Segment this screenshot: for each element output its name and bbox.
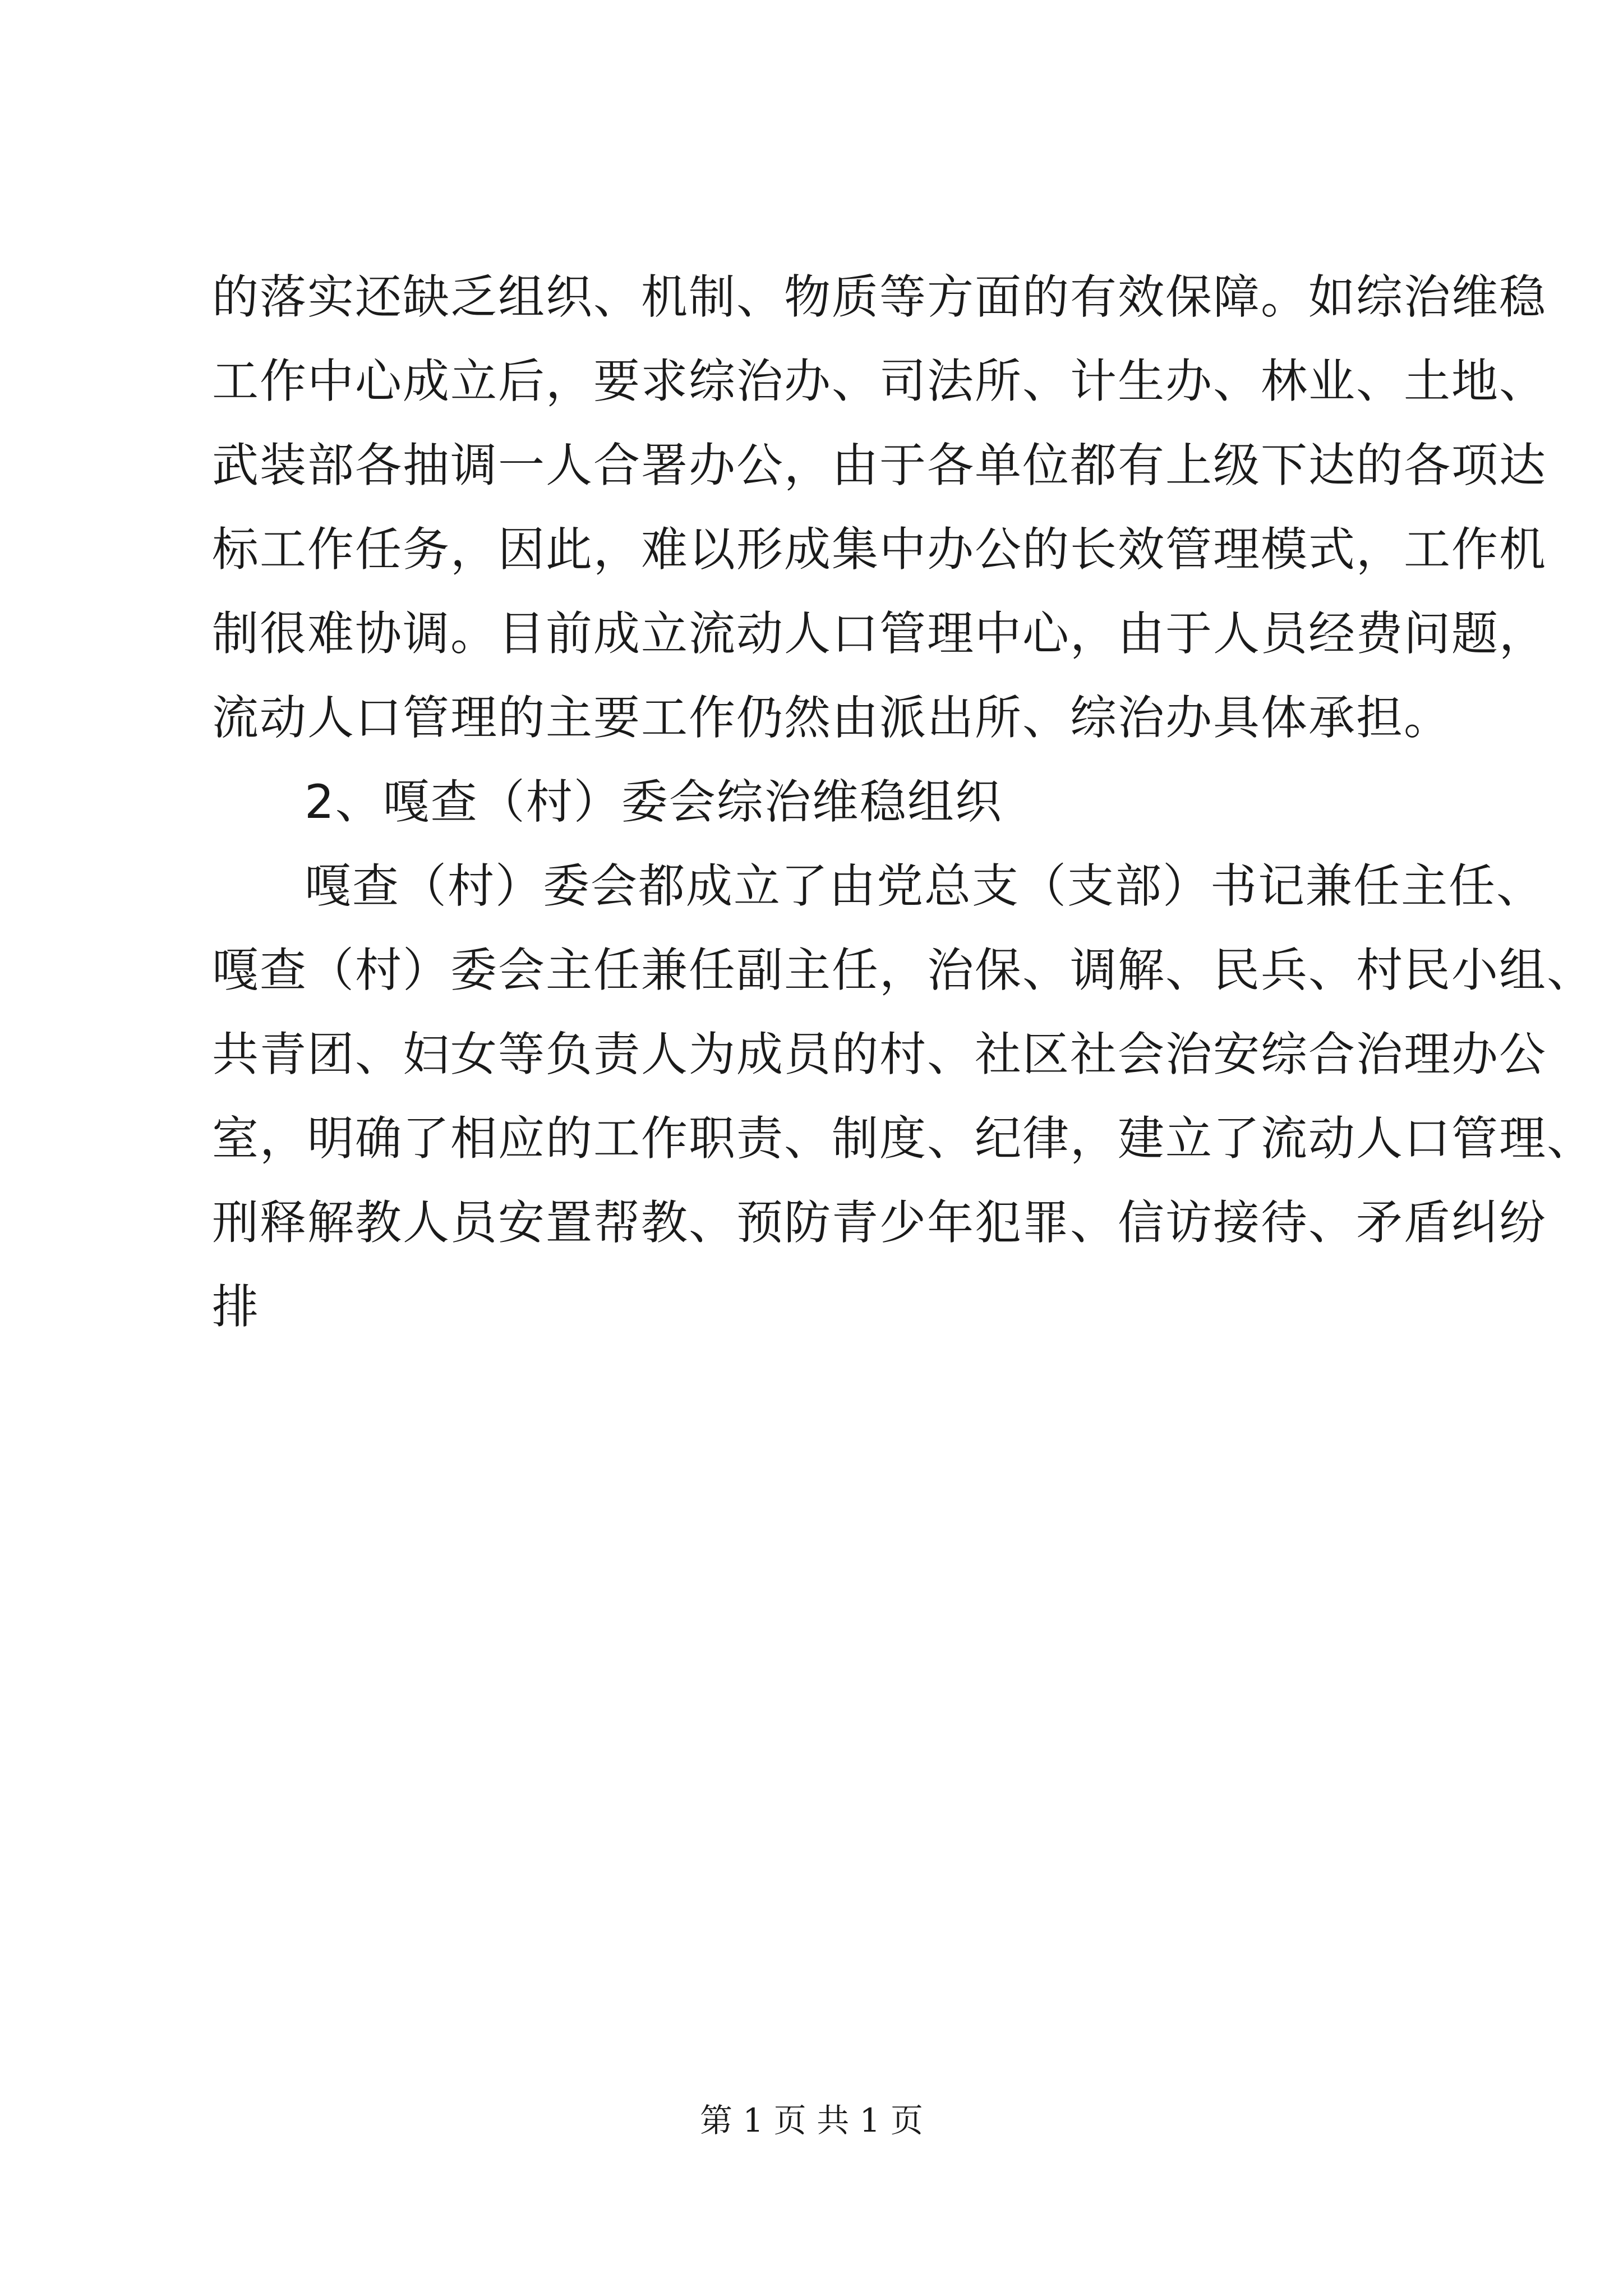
paragraph-line: 嘎查（村）委会主任兼任副主任，治保、调解、民兵、村民小组、 [212, 943, 1594, 997]
paragraph-line: 工作中心成立后，要求综治办、司法所、计生办、林业、土地、 [212, 354, 1547, 408]
paragraph-line: 流动人口管理的主要工作仍然由派出所、综治办具体承担。 [212, 691, 1451, 745]
paragraph-line: 标工作任务，因此，难以形成集中办公的长效管理模式，工作机 [212, 522, 1547, 577]
paragraph-line: 排 [212, 1280, 260, 1334]
paragraph-line: 嘎查（村）委会都成立了由党总支（支部）书记兼任主任、 [305, 859, 1544, 913]
paragraph-line: 制很难协调。目前成立流动人口管理中心，由于人员经费问题， [212, 606, 1547, 661]
paragraph-line: 室，明确了相应的工作职责、制度、纪律，建立了流动人口管理、 [212, 1111, 1594, 1166]
paragraph-line: 共青团、妇女等负责人为成员的村、社区社会治安综合治理办公 [212, 1027, 1547, 1082]
paragraph-line: 武装部各抽调一人合署办公，由于各单位都有上级下达的各项达 [212, 438, 1547, 493]
section-heading: 2、嘎查（村）委会综治维稳组织 [305, 775, 1003, 829]
paragraph-line: 刑释解教人员安置帮教、预防青少年犯罪、信访接待、矛盾纠纷 [212, 1195, 1547, 1250]
page-number-footer: 第 1 页 共 1 页 [700, 2101, 923, 2139]
paragraph-line: 的落实还缺乏组织、机制、物质等方面的有效保障。如综治维稳 [212, 270, 1547, 324]
document-body [212, 255, 1594, 1349]
